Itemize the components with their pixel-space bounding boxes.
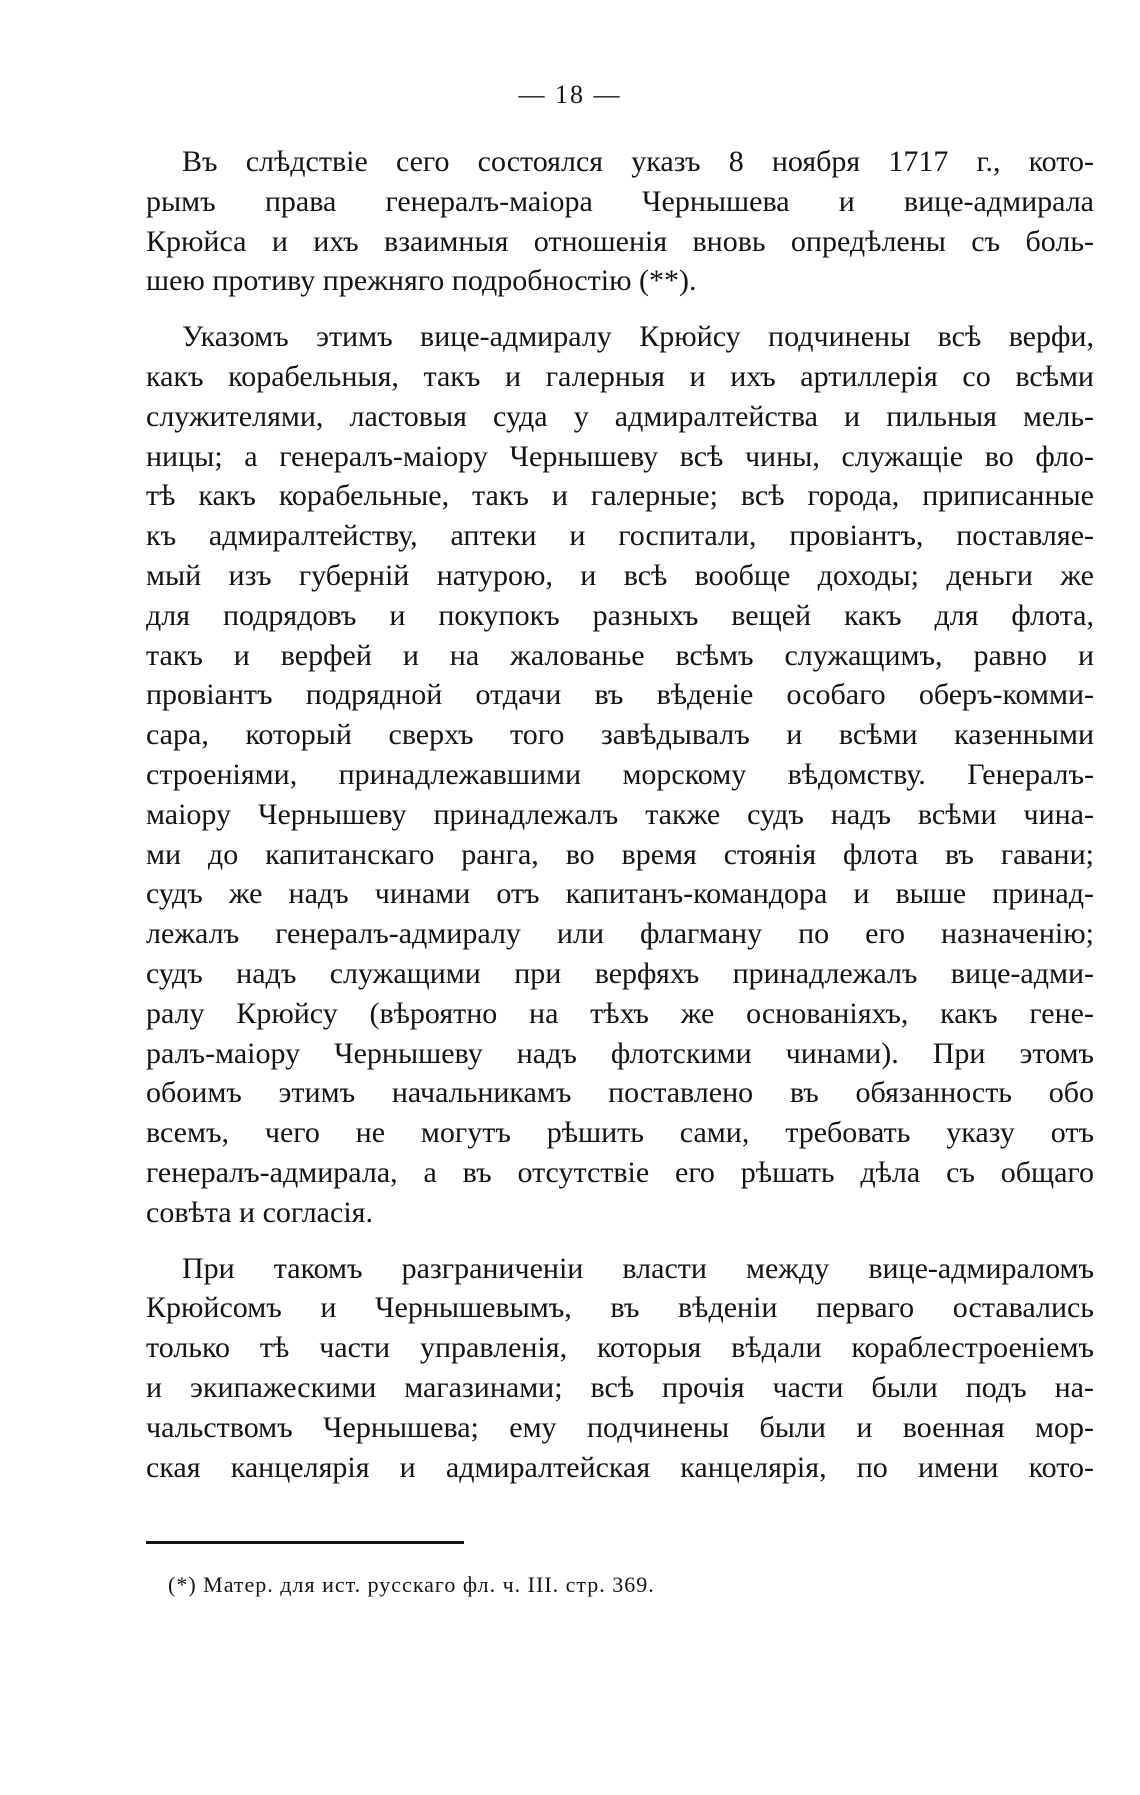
text-line: ская канцелярія и адмиралтейская канцелярія, по имени кото- bbox=[146, 1450, 1094, 1484]
text-line: мый изъ губерній натурою, и всѣ вообще доходы; деньги же bbox=[146, 558, 1094, 592]
text-line: При такомъ разграниченіи власти между вице-адмираломъ bbox=[182, 1251, 1094, 1285]
footnote: (*) Матер. для ист. русскаго фл. ч. III. стр. 369. bbox=[168, 1572, 655, 1597]
text-line: къ адмиралтейству, аптеки и госпитали, провіантъ, поставляе- bbox=[146, 519, 1094, 553]
text-line: рымъ права генералъ-маіора Чернышева и вице-адмирала bbox=[146, 184, 1094, 218]
text-line: Крюйса и ихъ взаимныя отношенія вновь опредѣлены съ боль- bbox=[146, 224, 1094, 258]
text-line: для подрядовъ и покупокъ разныхъ вещей какъ для флота, bbox=[146, 598, 1094, 632]
text-line: совѣта и согласія. bbox=[146, 1195, 373, 1229]
text-line: провіантъ подрядной отдачи въ вѣденіе особаго оберъ-комми- bbox=[146, 678, 1094, 712]
text-line: чальствомъ Чернышева; ему подчинены были и военная мор- bbox=[146, 1410, 1094, 1444]
paragraph-1 bbox=[146, 142, 1094, 301]
text-line: такъ и верфей и на жалованье всѣмъ служащимъ, равно и bbox=[146, 638, 1094, 672]
text-line: обоимъ этимъ начальникамъ поставлено въ обязанность обо bbox=[146, 1076, 1094, 1110]
text-line: строеніями, принадлежавшими морскому вѣдомству. Генералъ- bbox=[146, 757, 1094, 791]
text-line: Указомъ этимъ вице-адмиралу Крюйсу подчинены всѣ верфи, bbox=[182, 320, 1094, 354]
text-line: лежалъ генералъ-адмиралу или флагману по его назначенію; bbox=[146, 917, 1094, 951]
text-line: сара, который сверхъ того завѣдывалъ и всѣми казенными bbox=[146, 718, 1094, 752]
body-text bbox=[146, 142, 1094, 1503]
text-line: генералъ-адмирала, а въ отсутствіе его рѣшать дѣла съ общаго bbox=[146, 1155, 1094, 1189]
text-line: тѣ какъ корабельные, такъ и галерные; всѣ города, приписанные bbox=[146, 479, 1094, 513]
text-line: какъ корабельныя, такъ и галерныя и ихъ артиллерія со всѣми bbox=[146, 359, 1094, 393]
text-line: ралу Крюйсу (вѣроятно на тѣхъ же основаніяхъ, какъ гене- bbox=[146, 996, 1094, 1030]
footnote-divider bbox=[146, 1541, 464, 1544]
text-line: ницы; а генералъ-маіору Чернышеву всѣ чины, служащіе во фло- bbox=[146, 439, 1094, 473]
text-line: только тѣ части управленія, которыя вѣдали кораблестроеніемъ bbox=[146, 1331, 1094, 1365]
text-line: служителями, ластовыя суда у адмиралтейства и пильныя мель- bbox=[146, 399, 1094, 433]
text-line: ралъ-маіору Чернышеву надъ флотскими чинами). При этомъ bbox=[146, 1036, 1094, 1070]
text-line: всемъ, чего не могутъ рѣшить сами, требовать указу отъ bbox=[146, 1116, 1094, 1150]
text-line: судъ же надъ чинами отъ капитанъ-командора и выше принад- bbox=[146, 877, 1094, 911]
text-line: и экипажескими магазинами; всѣ прочія части были подъ на- bbox=[146, 1370, 1094, 1404]
text-line: судъ надъ служащими при верфяхъ принадлежалъ вице-адми- bbox=[146, 956, 1094, 990]
text-line: Крюйсомъ и Чернышевымъ, въ вѣденіи перваго оставались bbox=[146, 1291, 1094, 1325]
page-number: — 18 — bbox=[518, 80, 622, 109]
text-line: шею противу прежняго подробностію (**). bbox=[146, 264, 697, 298]
text-line: маіору Чернышеву принадлежалъ также судъ надъ всѣми чина- bbox=[146, 797, 1094, 831]
text-line: Въ слѣдствіе сего состоялся указъ 8 ноября 1717 г., кото- bbox=[182, 145, 1094, 178]
paragraph-2 bbox=[146, 317, 1094, 1232]
text-line: ми до капитанскаго ранга, во время стоянія флота въ гавани; bbox=[146, 837, 1094, 871]
paragraph-3 bbox=[146, 1249, 1094, 1488]
